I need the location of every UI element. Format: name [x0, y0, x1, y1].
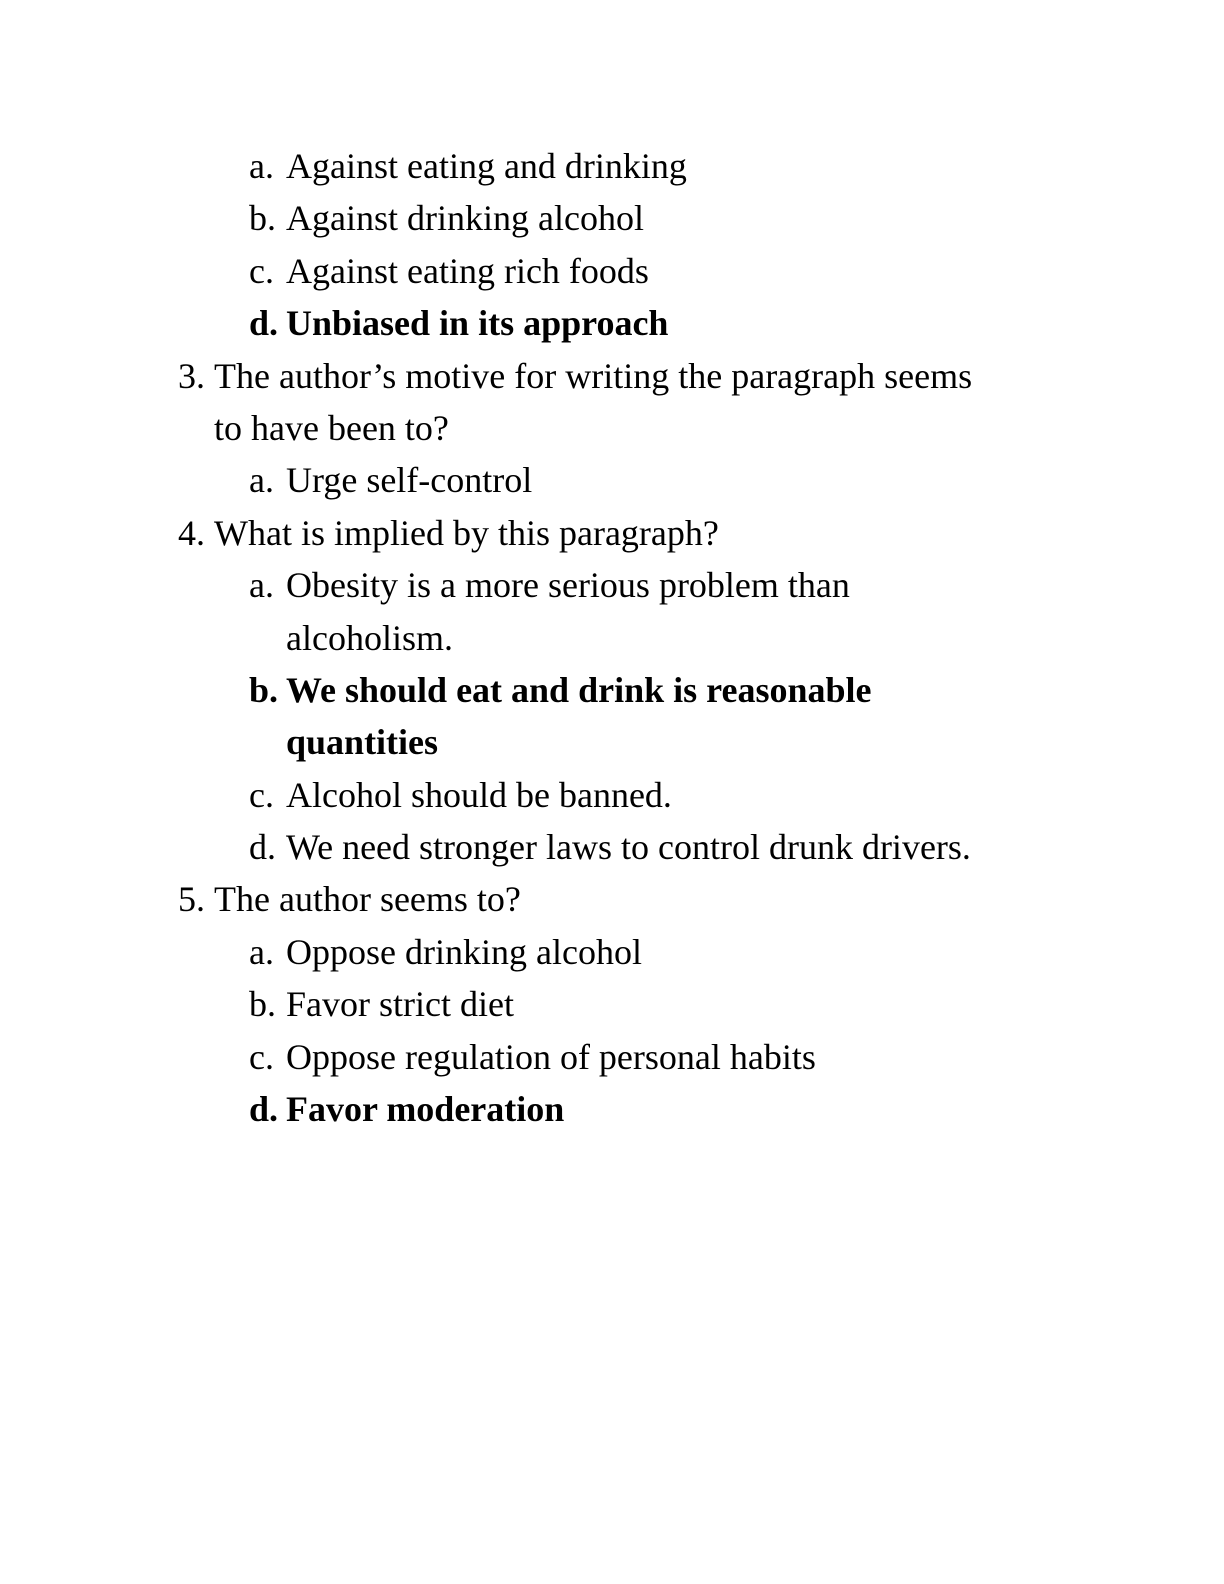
option-marker: d.	[249, 827, 276, 868]
option-marker: a.	[249, 460, 274, 501]
option-line	[0, 821, 1224, 873]
question-line	[0, 350, 1224, 402]
question-line-continued	[0, 402, 1224, 454]
question-text: What is implied by this paragraph?	[214, 512, 719, 553]
option-text: Against drinking alcohol	[286, 198, 644, 239]
option-marker: d.	[249, 303, 279, 344]
question-text: The author seems to?	[214, 879, 521, 920]
option-line	[0, 559, 1224, 611]
option-text: Favor strict diet	[286, 984, 514, 1025]
question-number: 3.	[178, 355, 205, 396]
option-line	[0, 454, 1224, 506]
option-line-continued	[0, 612, 1224, 664]
option-line	[0, 1031, 1224, 1083]
option-text: Obesity is a more serious problem than	[286, 565, 850, 606]
option-marker: c.	[249, 1036, 274, 1077]
question-text: to have been to?	[214, 407, 449, 448]
option-marker: c.	[249, 250, 274, 291]
option-text: Against eating rich foods	[286, 250, 649, 291]
question-line	[0, 507, 1224, 559]
correct-option-line	[0, 297, 1224, 349]
correct-option-line	[0, 1083, 1224, 1135]
option-line	[0, 245, 1224, 297]
document-page	[0, 140, 1224, 1135]
option-line	[0, 926, 1224, 978]
option-line	[0, 978, 1224, 1030]
correct-option-line-continued	[0, 716, 1224, 768]
option-text: alcoholism.	[286, 617, 453, 658]
question-text: The author’s motive for writing the paragraph seems	[214, 355, 973, 396]
option-marker: b.	[249, 669, 279, 710]
option-marker: b.	[249, 984, 276, 1025]
correct-option-line	[0, 664, 1224, 716]
option-text: Oppose regulation of personal habits	[286, 1036, 816, 1077]
option-marker: d.	[249, 1089, 279, 1130]
option-text: Oppose drinking alcohol	[286, 931, 642, 972]
option-marker: b.	[249, 198, 276, 239]
option-text: Against eating and drinking	[286, 146, 687, 186]
option-marker: c.	[249, 774, 274, 815]
option-text: Unbiased in its approach	[286, 303, 669, 344]
option-marker: a.	[249, 146, 274, 186]
option-text: Alcohol should be banned.	[286, 774, 672, 815]
option-line	[0, 140, 1224, 192]
option-text: We need stronger laws to control drunk drivers.	[286, 827, 971, 868]
question-number: 5.	[178, 879, 205, 920]
option-marker: a.	[249, 931, 274, 972]
question-line	[0, 873, 1224, 925]
option-text: quantities	[286, 722, 439, 763]
option-line	[0, 769, 1224, 821]
question-number: 4.	[178, 512, 205, 553]
option-marker: a.	[249, 565, 274, 606]
option-text: We should eat and drink is reasonable	[286, 669, 872, 710]
option-text: Urge self-control	[286, 460, 533, 501]
option-line	[0, 192, 1224, 244]
option-text: Favor moderation	[286, 1089, 565, 1130]
